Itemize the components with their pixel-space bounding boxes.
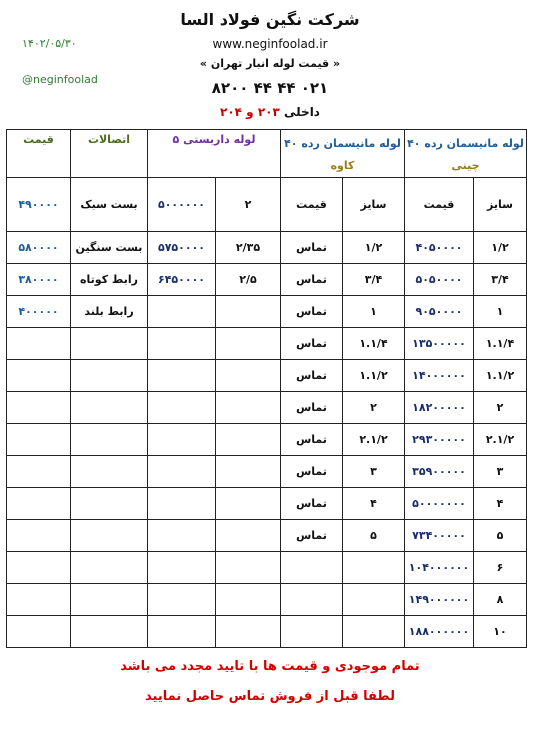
table-row xyxy=(7,424,527,456)
china-size-cell: ۱۰ xyxy=(474,616,527,648)
china-size-cell: ۱/۲ xyxy=(474,232,527,264)
dareisti-price-cell xyxy=(148,584,216,616)
price-date: ۱۴۰۲/۰۵/۳۰ xyxy=(22,37,77,50)
china-size-cell: ۳ xyxy=(474,456,527,488)
china-origin: چینی xyxy=(451,159,480,172)
china-price-cell: ۵۰۵۰۰۰۰ xyxy=(405,264,474,296)
dareisti-size-cell xyxy=(216,520,281,552)
fittings-name-cell xyxy=(71,488,148,520)
fittings-price-cell xyxy=(7,328,71,360)
table-row xyxy=(7,520,527,552)
china-size-cell: ۱ xyxy=(474,296,527,328)
extension-values: ۲۰۳ و ۲۰۴ xyxy=(220,105,280,119)
fittings-name-cell: بست سنگین xyxy=(71,232,148,264)
china-price-header: قیمت xyxy=(405,178,474,232)
dareisti-size-cell: ۲/۵ xyxy=(216,264,281,296)
fittings-name-cell: بست سبک xyxy=(71,178,148,232)
fittings-price-cell xyxy=(7,360,71,392)
dareisti-price-cell: ۶۴۵۰۰۰۰ xyxy=(148,264,216,296)
phone-number: ۰۲۱ ۴۴ ۴۴ ۸۲۰۰ xyxy=(211,79,329,97)
table-row xyxy=(7,264,527,296)
dareisti-price-cell xyxy=(148,296,216,328)
china-price-cell: ۳۵۹۰۰۰۰۰ xyxy=(405,456,474,488)
page-header xyxy=(0,0,540,130)
table-row xyxy=(7,360,527,392)
china-size-cell: ۳/۴ xyxy=(474,264,527,296)
fittings-price-cell xyxy=(7,424,71,456)
fittings-name-cell xyxy=(71,328,148,360)
dareisti-price-cell xyxy=(148,328,216,360)
dareisti-price-cell xyxy=(148,392,216,424)
dareisti-size-cell xyxy=(216,584,281,616)
kaveh-size-cell: ۳ xyxy=(343,456,405,488)
kaveh-size-cell: ۴ xyxy=(343,488,405,520)
dareisti-price-cell: ۵۰۰۰۰۰۰ xyxy=(148,178,216,232)
fittings-price-cell xyxy=(7,552,71,584)
table-row xyxy=(7,328,527,360)
kaveh-size-cell xyxy=(343,616,405,648)
kaveh-size-cell: ۵ xyxy=(343,520,405,552)
china-price-cell: ۱۳۵۰۰۰۰۰ xyxy=(405,328,474,360)
china-price-cell: ۴۰۵۰۰۰۰ xyxy=(405,232,474,264)
kaveh-size-cell xyxy=(343,584,405,616)
china-size-header: سایز xyxy=(474,178,527,232)
fittings-name-cell xyxy=(71,456,148,488)
fittings-name-cell xyxy=(71,360,148,392)
kaveh-price-header: قیمت xyxy=(281,178,343,232)
dareisti-size-cell: ۲ xyxy=(216,178,281,232)
china-title xyxy=(405,130,527,178)
kaveh-title-text: لوله مانیسمان رده ۴۰ xyxy=(284,137,401,150)
kaveh-size-cell: ۲.۱/۲ xyxy=(343,424,405,456)
china-title-text: لوله مانیسمان رده ۴۰ xyxy=(407,137,524,150)
table-row xyxy=(7,296,527,328)
fittings-name-cell xyxy=(71,392,148,424)
kaveh-title xyxy=(281,130,405,178)
dareisti-size-cell xyxy=(216,616,281,648)
kaveh-price-cell: تماس xyxy=(281,264,343,296)
dareisti-price-cell: ۵۷۵۰۰۰۰ xyxy=(148,232,216,264)
fittings-price-title: قیمت xyxy=(7,130,71,178)
extension-numbers xyxy=(0,105,540,119)
kaveh-size-header: سایز xyxy=(343,178,405,232)
price-list-subtitle: « قیمت لوله انبار تهران » xyxy=(199,57,341,70)
dareisti-title: لوله داربستی ۵ xyxy=(148,130,281,178)
china-price-cell: ۱۰۴۰۰۰۰۰۰ xyxy=(405,552,474,584)
fittings-name-cell xyxy=(71,552,148,584)
fittings-name-cell xyxy=(71,520,148,552)
dareisti-size-cell xyxy=(216,488,281,520)
china-price-cell: ۹۰۵۰۰۰۰ xyxy=(405,296,474,328)
kaveh-price-cell: تماس xyxy=(281,520,343,552)
fittings-price-cell: ۵۸۰۰۰۰ xyxy=(7,232,71,264)
kaveh-price-cell: تماس xyxy=(281,296,343,328)
column-header-row xyxy=(7,178,527,232)
china-size-cell: ۱.۱/۴ xyxy=(474,328,527,360)
dareisti-price-cell xyxy=(148,616,216,648)
fittings-name-cell: رابط کوتاه xyxy=(71,264,148,296)
table-row xyxy=(7,456,527,488)
table-row xyxy=(7,392,527,424)
instagram-handle: @neginfoolad xyxy=(22,73,98,86)
kaveh-price-cell: تماس xyxy=(281,424,343,456)
website-url: www.neginfoolad.ir xyxy=(212,37,328,51)
fittings-price-cell xyxy=(7,488,71,520)
dareisti-size-cell xyxy=(216,456,281,488)
china-price-cell: ۵۰۰۰۰۰۰۰ xyxy=(405,488,474,520)
china-price-cell: ۱۸۲۰۰۰۰۰ xyxy=(405,392,474,424)
dareisti-price-cell xyxy=(148,552,216,584)
china-price-cell: ۷۳۴۰۰۰۰۰ xyxy=(405,520,474,552)
kaveh-price-cell: تماس xyxy=(281,232,343,264)
fittings-price-cell: ۴۰۰۰۰۰ xyxy=(7,296,71,328)
kaveh-size-cell: ۱.۱/۲ xyxy=(343,360,405,392)
dareisti-size-cell xyxy=(216,360,281,392)
china-price-cell: ۱۴۹۰۰۰۰۰۰ xyxy=(405,584,474,616)
kaveh-price-cell: تماس xyxy=(281,456,343,488)
table-row xyxy=(7,552,527,584)
extension-label: داخلی xyxy=(284,105,320,119)
kaveh-size-cell: ۱ xyxy=(343,296,405,328)
section-title-row xyxy=(7,130,527,178)
china-price-cell: ۱۸۸۰۰۰۰۰۰ xyxy=(405,616,474,648)
fittings-price-cell: ۴۹۰۰۰۰ xyxy=(7,178,71,232)
fittings-title: اتصالات xyxy=(71,130,148,178)
china-size-cell: ۶ xyxy=(474,552,527,584)
price-table xyxy=(6,129,527,648)
dareisti-size-cell xyxy=(216,392,281,424)
fittings-price-cell xyxy=(7,456,71,488)
kaveh-price-cell xyxy=(281,552,343,584)
table-row xyxy=(7,232,527,264)
dareisti-price-cell xyxy=(148,488,216,520)
fittings-price-cell xyxy=(7,584,71,616)
table-row xyxy=(7,616,527,648)
kaveh-price-cell: تماس xyxy=(281,360,343,392)
dareisti-size-cell xyxy=(216,296,281,328)
fittings-price-cell: ۳۸۰۰۰۰ xyxy=(7,264,71,296)
fittings-price-cell xyxy=(7,392,71,424)
fittings-price-cell xyxy=(7,616,71,648)
kaveh-size-cell: ۲ xyxy=(343,392,405,424)
dareisti-price-cell xyxy=(148,456,216,488)
china-size-cell: ۱.۱/۲ xyxy=(474,360,527,392)
company-name: شرکت نگین فولاد السا xyxy=(180,10,360,29)
kaveh-size-cell xyxy=(343,552,405,584)
disclaimer-line-1: تمام موجودی و قیمت ها با تایید مجدد می باشد xyxy=(120,659,420,674)
dareisti-price-cell xyxy=(148,360,216,392)
kaveh-price-cell: تماس xyxy=(281,328,343,360)
dareisti-size-cell xyxy=(216,424,281,456)
fittings-name-cell: رابط بلند xyxy=(71,296,148,328)
china-size-cell: ۲.۱/۲ xyxy=(474,424,527,456)
china-price-cell: ۱۴۰۰۰۰۰۰ xyxy=(405,360,474,392)
kaveh-size-cell: ۱/۲ xyxy=(343,232,405,264)
dareisti-price-cell xyxy=(148,424,216,456)
kaveh-price-cell xyxy=(281,584,343,616)
kaveh-price-cell: تماس xyxy=(281,488,343,520)
table-row xyxy=(7,584,527,616)
kaveh-size-cell: ۱.۱/۴ xyxy=(343,328,405,360)
fittings-name-cell xyxy=(71,584,148,616)
china-size-cell: ۵ xyxy=(474,520,527,552)
kaveh-price-cell xyxy=(281,616,343,648)
table-row xyxy=(7,488,527,520)
disclaimer-line-2: لطفا قبل از فروش تماس حاصل نمایید xyxy=(145,689,395,704)
dareisti-size-cell: ۲/۳۵ xyxy=(216,232,281,264)
china-size-cell: ۸ xyxy=(474,584,527,616)
dareisti-size-cell xyxy=(216,552,281,584)
china-size-cell: ۴ xyxy=(474,488,527,520)
kaveh-origin: کاوه xyxy=(330,159,355,172)
disclaimer-notes xyxy=(0,652,540,712)
fittings-price-cell xyxy=(7,520,71,552)
kaveh-price-cell: تماس xyxy=(281,392,343,424)
kaveh-size-cell: ۳/۴ xyxy=(343,264,405,296)
china-size-cell: ۲ xyxy=(474,392,527,424)
dareisti-size-cell xyxy=(216,328,281,360)
fittings-name-cell xyxy=(71,424,148,456)
dareisti-price-cell xyxy=(148,520,216,552)
china-price-cell: ۲۹۳۰۰۰۰۰ xyxy=(405,424,474,456)
fittings-name-cell xyxy=(71,616,148,648)
